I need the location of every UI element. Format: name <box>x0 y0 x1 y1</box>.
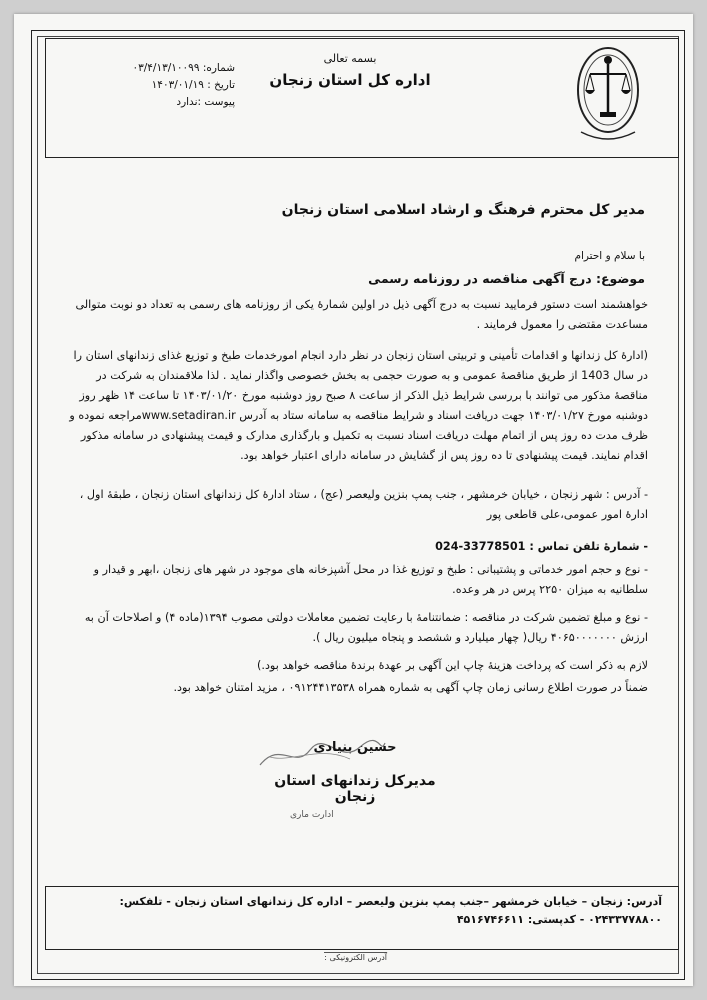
guarantee-item: - نوع و مبلغ تضمین شرکت در مناقصه : ضمانتنامهٔ با رعایت تضمین معاملات دولتی مصوب ۱۳۹۴(ماده ۴) و اصلاحات آن به ارزش ۴۰۶۵۰۰۰۰۰۰۰ ریال( چهار میلیارد و ششصد و پنجاه میلیون ریال ). <box>84 611 648 644</box>
letter-date <box>95 77 235 94</box>
letterhead <box>220 52 480 89</box>
signature-block <box>260 740 450 805</box>
footer-address: آدرس: زنجان – خیابان خرمشهر –جنب پمپ بنزین ولیعصر – اداره کل زندانهای استان زنجان - تلفکس: ۰۲۴۳۳۷۷۸۸۰۰ - کدپستی: ۴۵۱۶۷۴۶۶۱۱ <box>119 895 662 926</box>
greeting: با سلام و احترام <box>574 250 645 262</box>
addressee: مدیر کل محترم فرهنگ و ارشاد اسلامی استان زنجان <box>281 202 645 218</box>
letter-meta <box>95 60 235 111</box>
contact-note: ضمناً در صورت اطلاع رسانی زمان چاپ آگهی به شماره همراه ۰۹۱۲۴۴۱۳۵۳۸ ، مزید امتنان خواهد بود. <box>173 681 648 694</box>
organization-title: اداره کل استان زنجان <box>269 71 431 89</box>
date-label: تاریخ : <box>207 79 235 91</box>
letter-attachment: پیوست :ندارد <box>176 96 235 108</box>
service-volume-item: - نوع و حجم امور خدماتی و پشتیبانی : طبخ و توزیع غذا در محل آشپزخانه های موجود در شهر های زنجان ،ابهر و قیدار و سلطانیه به میزان ۲۲۵۰ پرس در هر وعده. <box>93 563 648 596</box>
number-value: ۰۳/۴/۱۳/۱۰۰۹۹ <box>132 62 200 74</box>
date-value: ۱۴۰۳/۰۱/۱۹ <box>151 79 204 91</box>
tender-paragraph: (ادارهٔ کل زندانها و اقدامات تأمینی و تربیتی استان زنجان در نظر دارد انجام امورخدمات طبخ و توزیع غذای زندانهای استان را در سال 1403 از طریق مناقصهٔ عمومی و به صورت حجمی به بخش خصوصی واگذار نماید . لذا ملاقمندان به شرکت در مناقصهٔ مذکور می توانند با بررسی شرایط ذیل الذکر از ساعت ۸ صبح روز دوشنبه مورخ ۱۴۰۳/۰۱/۲۰ تا ساعت ۱۴ ظهر روز دوشنبه مورخ ۱۴۰۳/۰۱/۲۷ جهت دریافت اسناد و شرایط مناقصه به سامانه ستاد به آدرس www.setadiran.irمراجعه نموده و ظرف مدت ده روز پس از اتمام مهلت دریافت اسناد نسبت به تکمیل و بارگذاری مدارک و قیمت پیشنهادی در سامانه مذکور اقدام نمایند. قیمت پیشنهادی تا ده روز پس از گشایش در سامانه دارای اعتبار خواهد بود. <box>69 349 648 462</box>
bismillah: بسمه تعالی <box>323 52 377 65</box>
phone-item: - شمارهٔ تلفن تماس : 33778501-024 <box>435 540 648 553</box>
scales-of-justice-emblem-icon <box>573 42 643 152</box>
signatory-name: حسین بنیادی <box>313 740 397 755</box>
cost-note: لازم به ذکر است که پرداخت هزینهٔ چاپ این آگهی بر عهدهٔ برندهٔ مناقصه خواهد بود.) <box>257 659 648 672</box>
letter-number <box>95 60 235 77</box>
footer-email-label: آدرس الکترونیکی : <box>324 953 387 962</box>
signatory-title: مدیرکل زندانهای استان زنجان <box>274 773 436 805</box>
number-label: شماره: <box>202 62 235 74</box>
subject-line: موضوع: درج آگهی مناقصه در روزنامه رسمی <box>368 271 645 286</box>
address-item: - آدرس : شهر زنجان ، خیابان خرمشهر ، جنب پمپ بنزین ولیعصر (عج) ، ستاد ادارهٔ کل زندانهای استان زنجان ، طبقهٔ اول ، ادارهٔ امور عمومی،علی قاطعی پور <box>79 488 648 521</box>
handwritten-initials: ادارت ماری <box>290 810 334 820</box>
request-paragraph: خواهشمند است دستور فرمایید نسبت به درج آگهی ذیل در اولین شمارهٔ یکی از روزنامه های رسمی به تعداد دو نوبت متوالی مساعدت مقتضی را معمول فرمایند . <box>75 298 648 331</box>
